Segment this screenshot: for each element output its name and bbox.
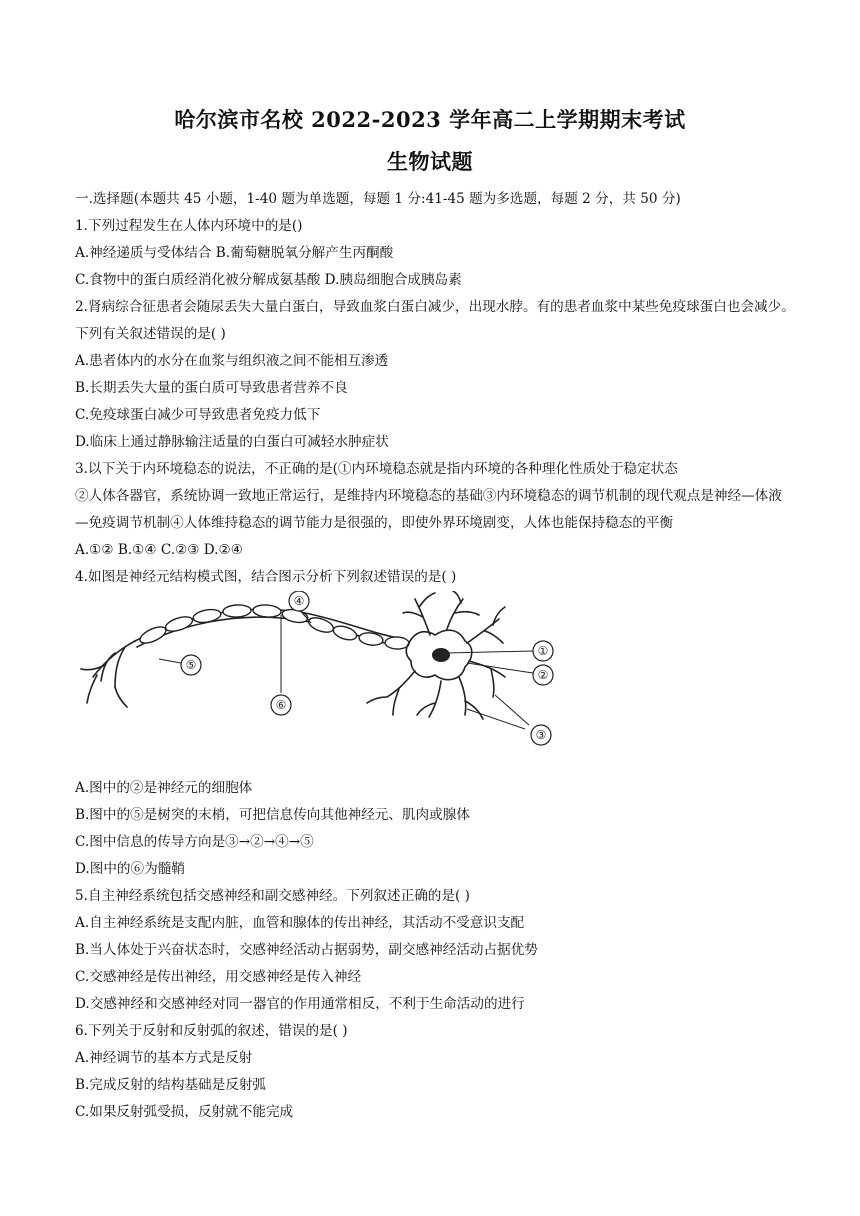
- question-stem: 2.肾病综合征患者会随尿丢失大量白蛋白，导致血浆白蛋白减少，出现水脖。有的患者血浆中某些免疫球蛋白也会减少。下列有关叙述错误的是( ): [75, 299, 795, 342]
- question-option: C.如果反射弧受损，反射就不能完成: [75, 1104, 294, 1120]
- label-2: ②: [537, 668, 549, 682]
- question-option: D.图中的⑥为髓鞘: [75, 861, 185, 877]
- question-option: B.当人体处于兴奋状态时，交感神经活动占据弱势，副交感神经活动占据优势: [75, 942, 538, 958]
- question-stem: 6.下列关于反射和反射弧的叙述，错误的是( ): [75, 1023, 348, 1039]
- label-5: ⑤: [185, 658, 197, 672]
- question-option: C.食物中的蛋白质经消化被分解成氨基酸 D.胰岛细胞合成胰岛素: [75, 272, 462, 288]
- question-stem: 3.以下关于内环境稳态的说法，不正确的是(①内环境稳态就是指内环境的各种理化性质处于稳定状态: [75, 461, 678, 477]
- question-option: A.患者体内的水分在血浆与组织液之间不能相互渗透: [75, 353, 389, 369]
- question-option: D.交感神经和交感神经对同一器官的作用通常相反，不利于生命活动的进行: [75, 996, 525, 1012]
- question-option: C.图中信息的传导方向是③→②→④→⑤: [75, 834, 314, 850]
- label-1: ①: [537, 644, 549, 658]
- question-option: A.神经调节的基本方式是反射: [75, 1050, 253, 1066]
- question-option: B.长期丢失大量的蛋白质可导致患者营养不良: [75, 380, 348, 396]
- page-subtitle: 生物试题: [387, 149, 473, 174]
- question-option: C.交感神经是传出神经，用交感神经是传入神经: [75, 969, 362, 985]
- question-option: A.神经递质与受体结合 B.葡萄糖脱氧分解产生丙酮酸: [75, 245, 394, 261]
- question-option: B.图中的⑤是树突的末梢，可把信息传向其他神经元、肌肉或腺体: [75, 807, 470, 823]
- question-stem-continued: ②人体各器官，系统协调一致地正常运行，是维持内环境稳态的基础③内环境稳态的调节机制的现代观点是神经—体液—免疫调节机制④人体维持稳态的调节能力是很强的，即使外界环境剧变，人体也能保持稳态的平衡: [75, 488, 782, 531]
- question-option: D.临床上通过静脉输注适量的白蛋白可减轻水肿症状: [75, 434, 389, 450]
- neuron-diagram-svg: [75, 591, 795, 775]
- page-title: 哈尔滨市名校 2022-2023 学年高二上学期期末考试: [174, 107, 686, 132]
- label-4: ④: [293, 594, 305, 608]
- question-option: A.图中的②是神经元的细胞体: [75, 780, 253, 796]
- section-intro: 一.选择题(本题共 45 小题，1-40 题为单选题，每题 1 分:41-45 题为多选题，每题 2 分，共 50 分): [75, 191, 681, 207]
- nucleus: [432, 648, 450, 662]
- label-6: ⑥: [275, 698, 287, 712]
- neuron-diagram: [75, 591, 795, 775]
- question-option: A.自主神经系统是支配内脏，血管和腺体的传出神经，其活动不受意识支配: [75, 915, 525, 931]
- question-option: C.免疫球蛋白减少可导致患者免疫力低下: [75, 407, 321, 423]
- question-stem: 5.自主神经系统包括交感神经和副交感神经。下列叙述正确的是( ): [75, 888, 470, 904]
- question-option: A.①② B.①④ C.②③ D.②④: [75, 542, 243, 558]
- question-stem: 4.如图是神经元结构模式图，结合图示分析下列叙述错误的是( ): [75, 569, 457, 585]
- question-stem: 1.下列过程发生在人体内环境中的是(): [75, 218, 303, 234]
- question-option: B.完成反射的结构基础是反射弧: [75, 1077, 267, 1093]
- label-3: ③: [535, 728, 547, 742]
- question-list: [75, 186, 795, 1126]
